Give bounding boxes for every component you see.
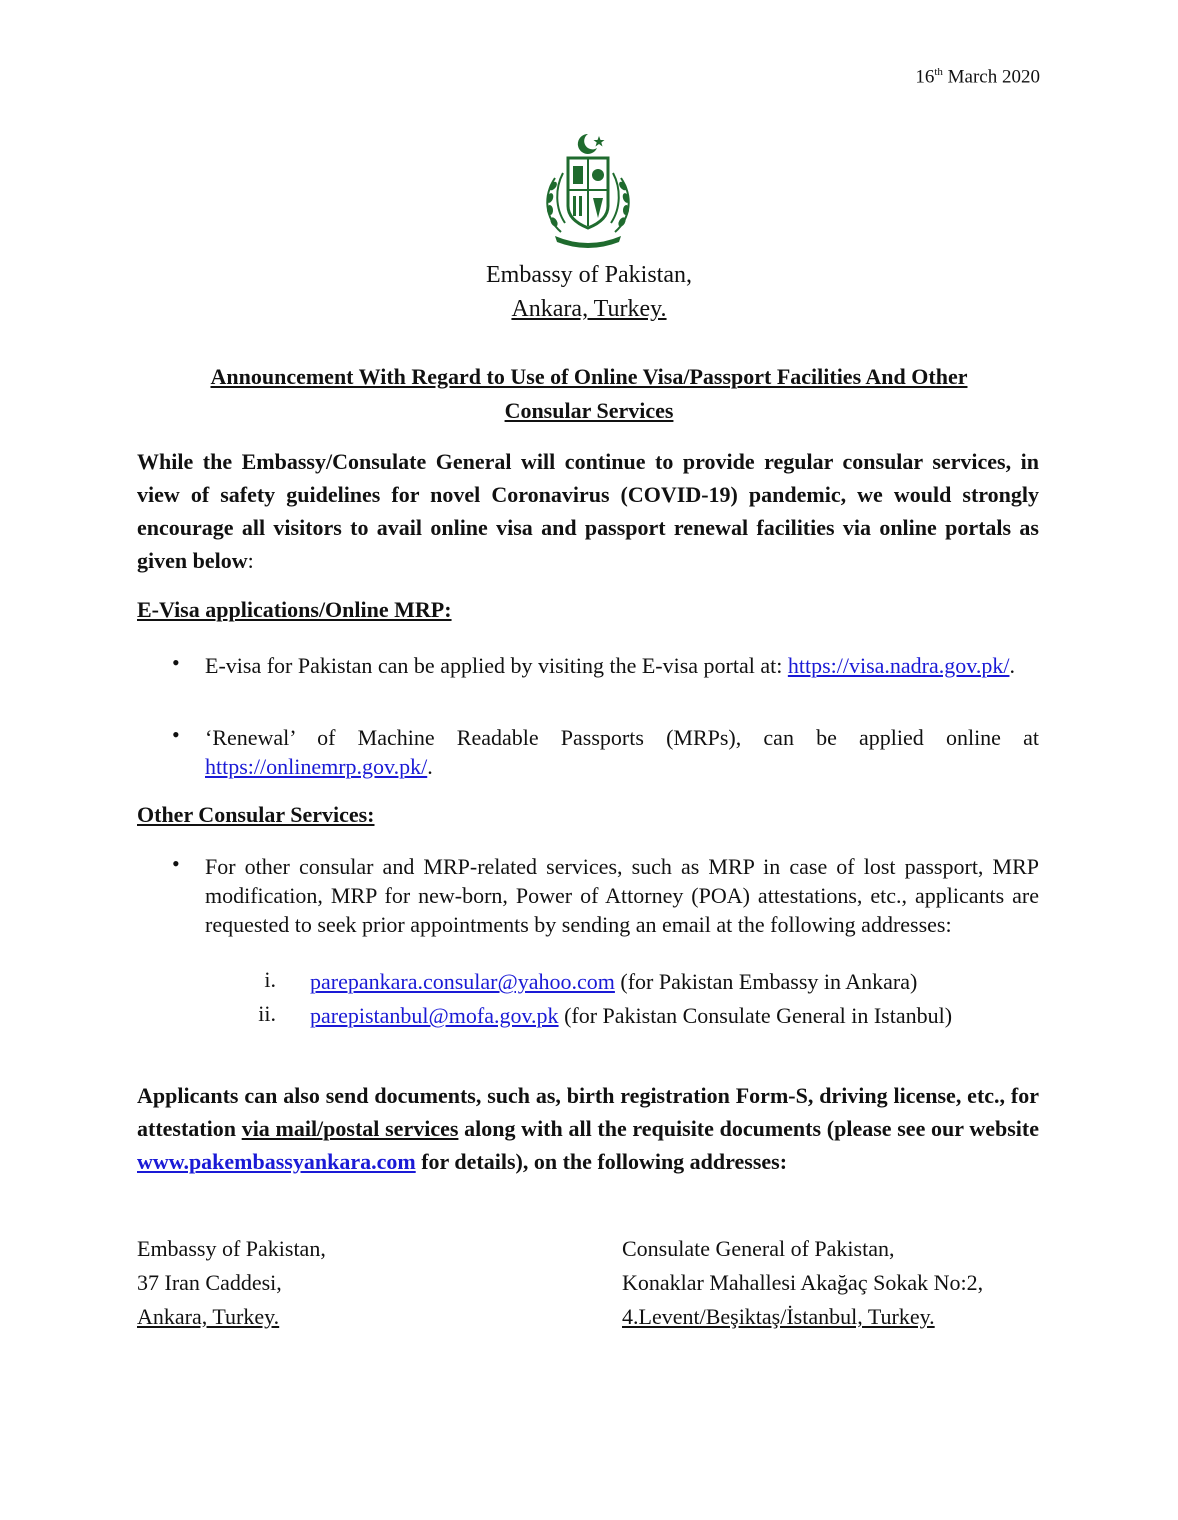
- intro-colon: :: [247, 548, 254, 573]
- bullet-icon: •: [172, 851, 180, 876]
- section-heading-consular: Other Consular Services:: [137, 802, 375, 827]
- list-item-evisa: [205, 651, 1039, 680]
- applicants-paragraph: [137, 1079, 1039, 1178]
- bullet-icon: •: [172, 650, 180, 675]
- applicants-text-2: along with all the requisite documents (please see our website: [458, 1116, 1040, 1141]
- istanbul-note: (for Pakistan Consulate General in Istanbul): [558, 1003, 953, 1028]
- title-line-1: Announcement With Regard to Use of Online Visa/Passport Facilities And Other: [210, 364, 968, 389]
- address-line: Ankara, Turkey.: [137, 1304, 280, 1329]
- evisa-period: .: [1009, 653, 1015, 678]
- embassy-name: Embassy of Pakistan,: [486, 262, 692, 288]
- mrp-portal-link[interactable]: https://onlinemrp.gov.pk/: [205, 754, 428, 779]
- evisa-text: E-visa for Pakistan can be applied by visiting the E-visa portal at:: [205, 653, 783, 678]
- address-line: Konaklar Mahallesi Akağaç Sokak No:2,: [622, 1270, 984, 1295]
- subitem-number: ii.: [258, 1001, 276, 1026]
- istanbul-email-link[interactable]: parepistanbul@mofa.gov.pk: [310, 1003, 559, 1028]
- date-month-year: March 2020: [947, 66, 1040, 88]
- section-heading-evisa: E-Visa applications/Online MRP:: [137, 597, 452, 622]
- address-line: Embassy of Pakistan,: [137, 1236, 326, 1261]
- announcement-title: [0, 360, 1178, 428]
- applicants-text-3: for details), on the following addresses:: [415, 1149, 788, 1174]
- mrp-text: ‘Renewal’ of Machine Readable Passports (MRPs), can be applied online at: [205, 725, 1039, 750]
- ankara-note: (for Pakistan Embassy in Ankara): [614, 969, 918, 994]
- date-day: 16: [915, 66, 935, 88]
- address-line: Consulate General of Pakistan,: [622, 1236, 895, 1261]
- address-line: 37 Iran Caddesi,: [137, 1270, 282, 1295]
- intro-paragraph: [137, 445, 1039, 577]
- applicants-text-1: Applicants can also send documents, such as, birth registration Form-S, driving license, etc., for attestation: [137, 1083, 1039, 1141]
- subitem-number: i.: [264, 967, 276, 992]
- evisa-portal-link[interactable]: https://visa.nadra.gov.pk/: [787, 653, 1010, 678]
- embassy-address: [137, 1232, 326, 1334]
- website-link[interactable]: www.pakembassyankara.com: [137, 1149, 416, 1174]
- address-line: 4.Levent/Beşiktaş/İstanbul, Turkey.: [622, 1304, 935, 1329]
- subitem-istanbul: [310, 1001, 1039, 1030]
- date-suffix: th: [934, 66, 943, 78]
- ankara-email-link[interactable]: parepankara.consular@yahoo.com: [310, 969, 615, 994]
- embassy-heading: [0, 258, 1178, 326]
- list-item-consular: For other consular and MRP-related services, such as MRP in case of lost passport, MRP modification, MRP for new-born, Power of Attorney (POA) attestations, etc., applicants are requested to seek prior appointments by sending an email at the following addresses:: [205, 854, 1039, 937]
- bullet-icon: •: [172, 722, 180, 747]
- postal-services-text: via mail/postal services: [241, 1116, 459, 1141]
- document-date: [915, 66, 1040, 88]
- list-item-mrp: [205, 723, 1039, 781]
- title-line-2: Consular Services: [504, 398, 674, 423]
- intro-text: While the Embassy/Consulate General will continue to provide regular consular services, in view of safety guidelines for novel Coronavirus (COVID-19) pandemic, we would strongly encourage all visitors to avail online visa and passport renewal facilities via online portals as given below: [137, 449, 1039, 573]
- subitem-ankara: [310, 967, 917, 996]
- state-emblem-icon: [533, 128, 643, 253]
- consulate-address: [622, 1232, 983, 1334]
- mrp-period: .: [427, 754, 433, 779]
- embassy-city: Ankara, Turkey.: [511, 296, 667, 322]
